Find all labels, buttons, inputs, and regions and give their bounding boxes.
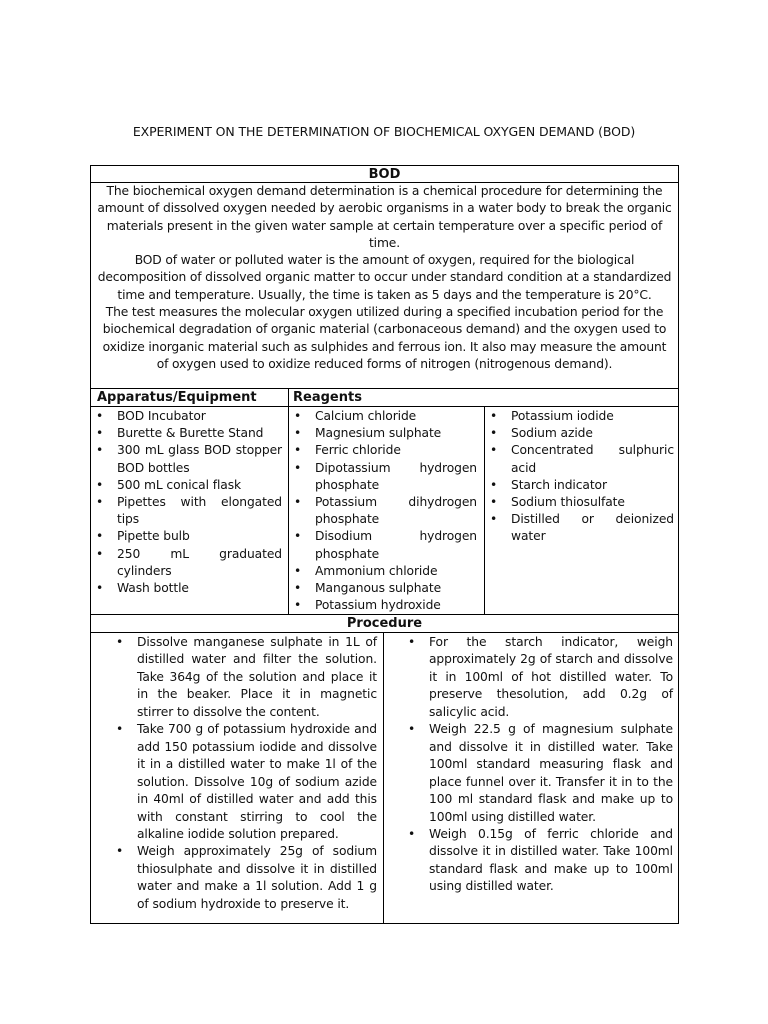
list-item: • Sodium thiosulfate <box>485 494 674 511</box>
apparatus-list <box>91 408 282 597</box>
list-item: • Weigh 0.15g of ferric chloride and dissolve it in distilled water. Take 100ml standard flask and make up to 100ml using distilled water. <box>403 826 673 896</box>
list-item: • Wash bottle <box>91 580 282 597</box>
column-divider <box>383 632 384 924</box>
list-item: • Weigh approximately 25g of sodium thiosulphate and dissolve it in distilled water and make a 1l solution. Add 1 g of sodium hydroxide to preserve it. <box>111 843 377 913</box>
procedure-heading: Procedure <box>346 616 423 631</box>
list-item: • Sodium azide <box>485 425 674 442</box>
divider <box>91 388 678 389</box>
list-item: • Weigh 22.5 g of magnesium sulphate and dissolve it in distilled water. Take 100ml standard measuring flask and place funnel over it. Transfer it in to the 100 ml standard flask and make up to 100ml using distilled water. <box>403 721 673 826</box>
bod-paragraph-1: The biochemical oxygen demand determination is a chemical procedure for determining the amount of dissolved oxygen needed by aerobic organisms in a water body to break the organic materials present in the given water sample at certain temperature over a specific period of time. <box>97 184 672 250</box>
list-item: • Ammonium chloride <box>289 563 477 580</box>
list-item: • Take 700 g of potassium hydroxide and add 150 potassium iodide and dissolve it in a distilled water to make 1l of the solution. Dissolve 10g of sodium azide in 40ml of distilled water and add this with constant stirring to cool the alkaline iodide solution prepared. <box>111 721 377 843</box>
divider <box>91 406 678 407</box>
list-item: • For the starch indicator, weigh approximately 2g of starch and dissolve it in 100ml of hot distilled water. To preserve thesolution, add 0.2g of salicylic acid. <box>403 634 673 721</box>
list-item: • 500 mL conical flask <box>91 477 282 494</box>
list-item: • 250 mL graduated cylinders <box>91 546 282 580</box>
list-item: • Distilled or deionized water <box>485 511 674 545</box>
procedure-list-right <box>403 634 673 896</box>
list-item: • Pipette bulb <box>91 528 282 545</box>
reagents-list-1 <box>289 408 477 614</box>
reagents-list-2 <box>485 408 674 546</box>
list-item: • Dissolve manganese sulphate in 1L of distilled water and filter the solution. Take 364g of the solution and place it in the beaker. Place it in magnetic stirrer to dissolve the content. <box>111 634 377 721</box>
bod-paragraph-2: BOD of water or polluted water is the amount of oxygen, required for the biological decomposition of dissolved organic matter to occur under standard condition at a standardized time and temperature. Usually, the time is taken as 5 days and the temperature is 20°C. <box>97 253 672 302</box>
bod-description <box>95 183 674 373</box>
list-item: • Magnesium sulphate <box>289 425 477 442</box>
bod-table <box>90 165 679 924</box>
list-item: • 300 mL glass BOD stopper BOD bottles <box>91 442 282 476</box>
list-item: • Ferric chloride <box>289 442 477 459</box>
list-item: • Manganous sulphate <box>289 580 477 597</box>
list-item: • Potassium hydroxide <box>289 597 477 614</box>
list-item: • Calcium chloride <box>289 408 477 425</box>
divider <box>91 632 678 633</box>
list-item: • Potassium iodide <box>485 408 674 425</box>
list-item: • Disodium hydrogen phosphate <box>289 528 477 562</box>
list-item: • Burette & Burette Stand <box>91 425 282 442</box>
list-item: • BOD Incubator <box>91 408 282 425</box>
list-item: • Dipotassium hydrogen phosphate <box>289 460 477 494</box>
bod-heading: BOD <box>368 167 401 182</box>
reagents-heading: Reagents <box>293 390 362 405</box>
list-item: • Pipettes with elongated tips <box>91 494 282 528</box>
bod-paragraph-3: The test measures the molecular oxygen utilized during a specified incubation period for the biochemical degradation of organic material (carbonaceous demand) and the oxygen used to oxidize inorganic material such as sulphides and ferrous ion. It also may measure the amount of oxygen used to oxidize reduced forms of nitrogen (nitrogenous demand). <box>102 305 667 371</box>
divider <box>91 614 678 615</box>
apparatus-heading: Apparatus/Equipment <box>97 390 257 405</box>
list-item: • Concentrated sulphuric acid <box>485 442 674 476</box>
list-item: • Potassium dihydrogen phosphate <box>289 494 477 528</box>
procedure-list-left <box>111 634 377 913</box>
document-title: EXPERIMENT ON THE DETERMINATION OF BIOCHEMICAL OXYGEN DEMAND (BOD) <box>132 124 636 139</box>
list-item: • Starch indicator <box>485 477 674 494</box>
